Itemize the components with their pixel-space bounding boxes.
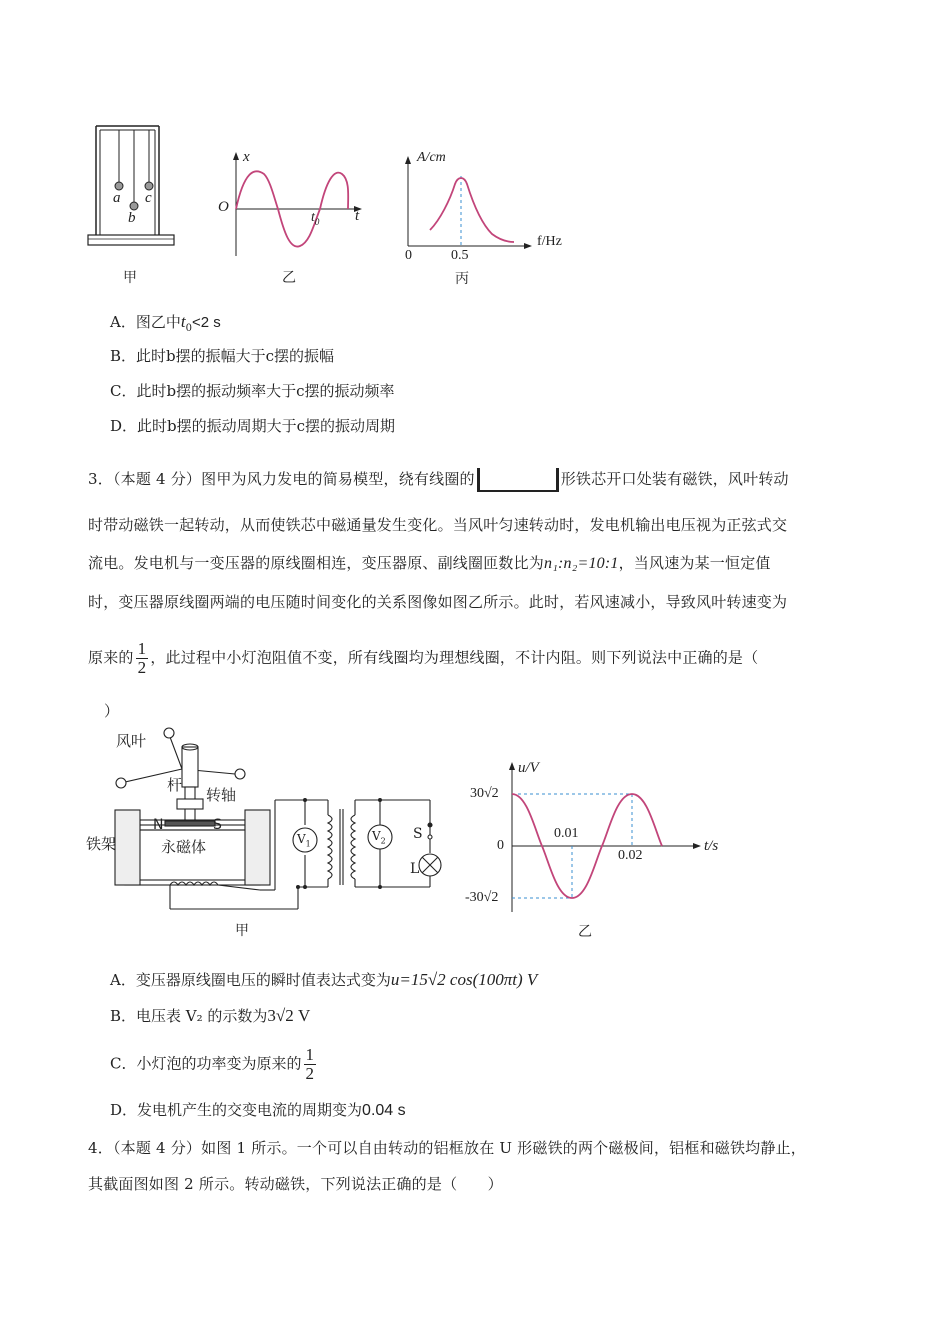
label-s: S	[213, 817, 222, 833]
figure-top-yi-axis-y: x	[243, 149, 250, 165]
label-lamp: L	[410, 861, 420, 877]
label-n: N	[153, 817, 164, 833]
q3-option-b[interactable]: B．电压表 V₂ 的示数为3√2 V	[110, 1006, 311, 1025]
figure-top-jia-caption: 甲	[123, 270, 137, 286]
figure-top-yi-caption: 乙	[282, 270, 296, 286]
figure-top-yi-origin: O	[218, 199, 229, 215]
q3-option-c-fraction: $\frac{1}{2}$	[305, 1045, 314, 1083]
label-switch: S	[413, 826, 423, 842]
figure-top-yi	[230, 152, 365, 260]
q4-line-2: 其截面图如图 2 所示。转动磁铁，下列说法正确的是（ ）	[88, 1175, 503, 1193]
u-core-icon	[477, 468, 559, 492]
label-v1: $V_1$	[297, 832, 311, 849]
figure-top-bing	[400, 154, 535, 250]
figure-mid-yi-t1: 0.01	[554, 826, 579, 841]
figure-mid-yi-axis-x: t/s	[704, 838, 719, 854]
figure-top-bing-origin: 0	[405, 248, 412, 263]
figure-top-bing-caption: 丙	[455, 271, 469, 287]
q3-option-a[interactable]: A．变压器原线圈电压的瞬时值表达式变为u=15√2 cos(100πt) V	[110, 970, 538, 989]
q3-line-5: 原来的 $\frac{1}{2}$ ，此过程中小灯泡阻值不变，所有线圈均为理想线圈，不计内阻。则下列说法中正确的是（	[88, 639, 759, 677]
figure-mid-yi-ymin: -30√2	[465, 890, 499, 905]
figure-mid-yi	[505, 760, 705, 920]
pendulum-label-c: c	[145, 190, 152, 206]
figure-mid-yi-origin: 0	[497, 838, 504, 853]
figure-top-bing-peak: 0.5	[451, 248, 469, 263]
q4-line-1: 4．（本题 4 分）如图 1 所示。一个可以自由转动的铝框放在 U 形磁铁的两个磁极间，铝框和磁铁均静止，	[88, 1139, 806, 1157]
pendulum-label-b: b	[128, 210, 136, 226]
figure-top-yi-axis-x: t	[355, 208, 360, 224]
figure-top-bing-curve	[430, 178, 514, 242]
figure-top-jia	[85, 122, 180, 250]
label-gan: 杆	[167, 776, 183, 794]
q2-option-d[interactable]: D．此时b摆的振动周期大于c摆的振动周期	[110, 417, 396, 435]
figure-mid-yi-ymax: 30√2	[470, 786, 499, 801]
q3-fraction: $\frac{1}{2}$	[137, 639, 147, 677]
label-v2: $V_2$	[372, 829, 386, 846]
figure-mid-jia	[85, 725, 455, 915]
figure-mid-yi-t2: 0.02	[618, 848, 643, 863]
figure-top-bing-axis-y: A/cm	[417, 150, 446, 165]
label-tiejia: 铁架	[86, 835, 117, 853]
figure-top-bing-axis-x: f/Hz	[537, 234, 562, 249]
label-yongciti: 永磁体	[161, 838, 207, 856]
q3-line-1: 3．（本题 4 分）图甲为风力发电的简易模型，绕有线圈的 形铁芯开口处装有磁铁，风叶转动	[88, 468, 789, 492]
figure-top-yi-t0: $t_0$	[311, 210, 320, 227]
figure-mid-yi-axis-y: u/V	[518, 760, 539, 776]
figure-mid-yi-caption: 乙	[578, 924, 592, 940]
q2-option-b[interactable]: B．此时b摆的振幅大于c摆的振幅	[110, 347, 335, 365]
q3-line-4: 时，变压器原线圈两端的电压随时间变化的关系图像如图乙所示。此时，若风速减小，导致风叶转速变为	[88, 593, 788, 611]
pendulum-label-a: a	[113, 190, 121, 206]
q2-option-a[interactable]: A．图乙中$t_0<2$ s	[110, 312, 221, 334]
q3-line-3: 流电。发电机与一变压器的原线圈相连，变压器原、副线圈匝数比为n₁:n₂=10:1，当风速为某一恒定值	[88, 554, 771, 572]
figure-mid-jia-caption: 甲	[235, 923, 249, 939]
q3-option-d[interactable]: D．发电机产生的交变电流的周期变为0.04 s	[110, 1101, 406, 1119]
q2-option-c[interactable]: C．此时b摆的振动频率大于c摆的振动频率	[110, 382, 395, 400]
q3-line-2: 时带动磁铁一起转动，从而使铁芯中磁通量发生变化。当风叶匀速转动时，发电机输出电压视为正弦式交	[88, 516, 788, 534]
label-zhuanzhou: 转轴	[206, 786, 237, 804]
label-fengye: 风叶	[116, 732, 147, 750]
q3-option-c[interactable]: C．小灯泡的功率变为原来的 $\frac{1}{2}$	[110, 1045, 314, 1083]
q3-line-6: ）	[104, 702, 120, 720]
